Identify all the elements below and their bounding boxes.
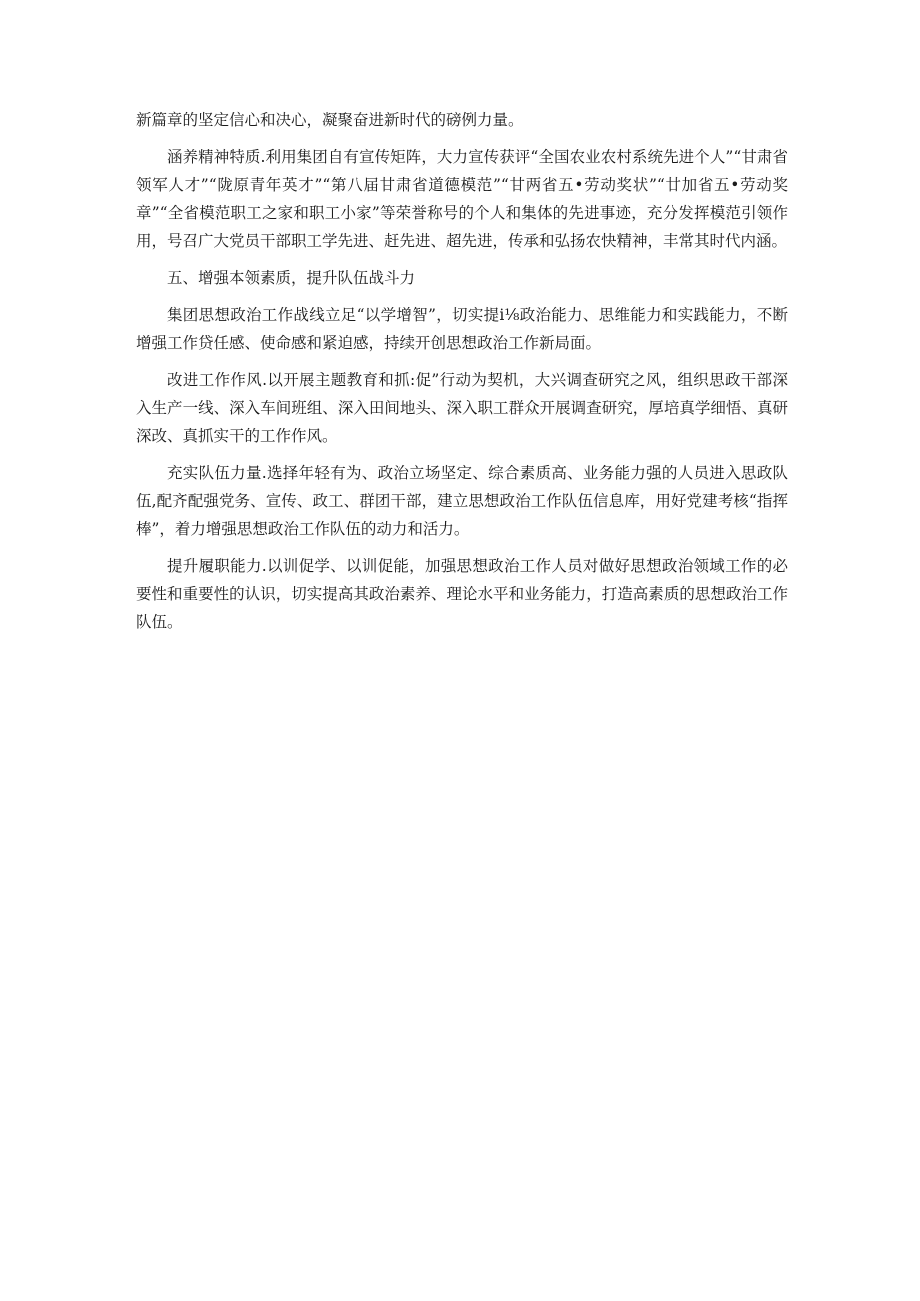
paragraph-spirit: 涵养精神特质.利用集团自有宣传矩阵，大力宣传获评“全国农业农村系统先进个人”“甘肃省领军人才”“陇原青年英才”“第八届甘肃省道德模范”“甘两省五•劳动奖状”“廿加省五•劳动奖章”“全省模范职工之家和职工小家”等荣誉称号的个人和集体的先进事迹，充分发挥模范引领作用，号召广大党员干部职工学先进、赶先进、超先进，传承和弘扬农快精神，丰常其时代内涵。 [136,148,788,250]
paragraph-work-style: 改进工作作风.以开展主题教育和抓:促”行动为契机，大兴调查研究之风，组织思政干部深入生产一线、深入车间班组、深入田间地头、深入职工群众开展调查研究，厚培真学细悟、真研深改、真抓实干的工作作风。 [136,371,788,445]
paragraph-capability: 提升履职能力.以训促学、以训促能，加强思想政治工作人员对做好思想政治领域工作的必要性和重要性的认识，切实提高其政治素养、理论水平和业务能力，打造高素质的思想政治工作队伍。 [136,557,788,631]
paragraph-continuation: 新篇章的坚定信心和决心，凝聚奋进新时代的磅例力量。 [136,111,524,129]
paragraph-intro: 集团思想政治工作战线立足“以学增智”，切实提i⅛政治能力、思维能力和实践能力，不断增强工作贷任感、使命感和紧迫感，持续开创思想政治工作新局面。 [136,306,788,352]
document-body [136,106,788,645]
section-heading-five: 五、增强本领素质，提升队伍战斗力 [167,269,416,287]
paragraph-team-strength: 充实队伍力量.选择年轻有为、政治立场坚定、综合素质高、业务能力强的人员进入思政队伍,配齐配强党务、宣传、政工、群团干部，建立思想政治工作队伍信息库，用好党建考核“指挥棒”，着力增强思想政治工作队伍的动力和活力。 [136,464,788,538]
